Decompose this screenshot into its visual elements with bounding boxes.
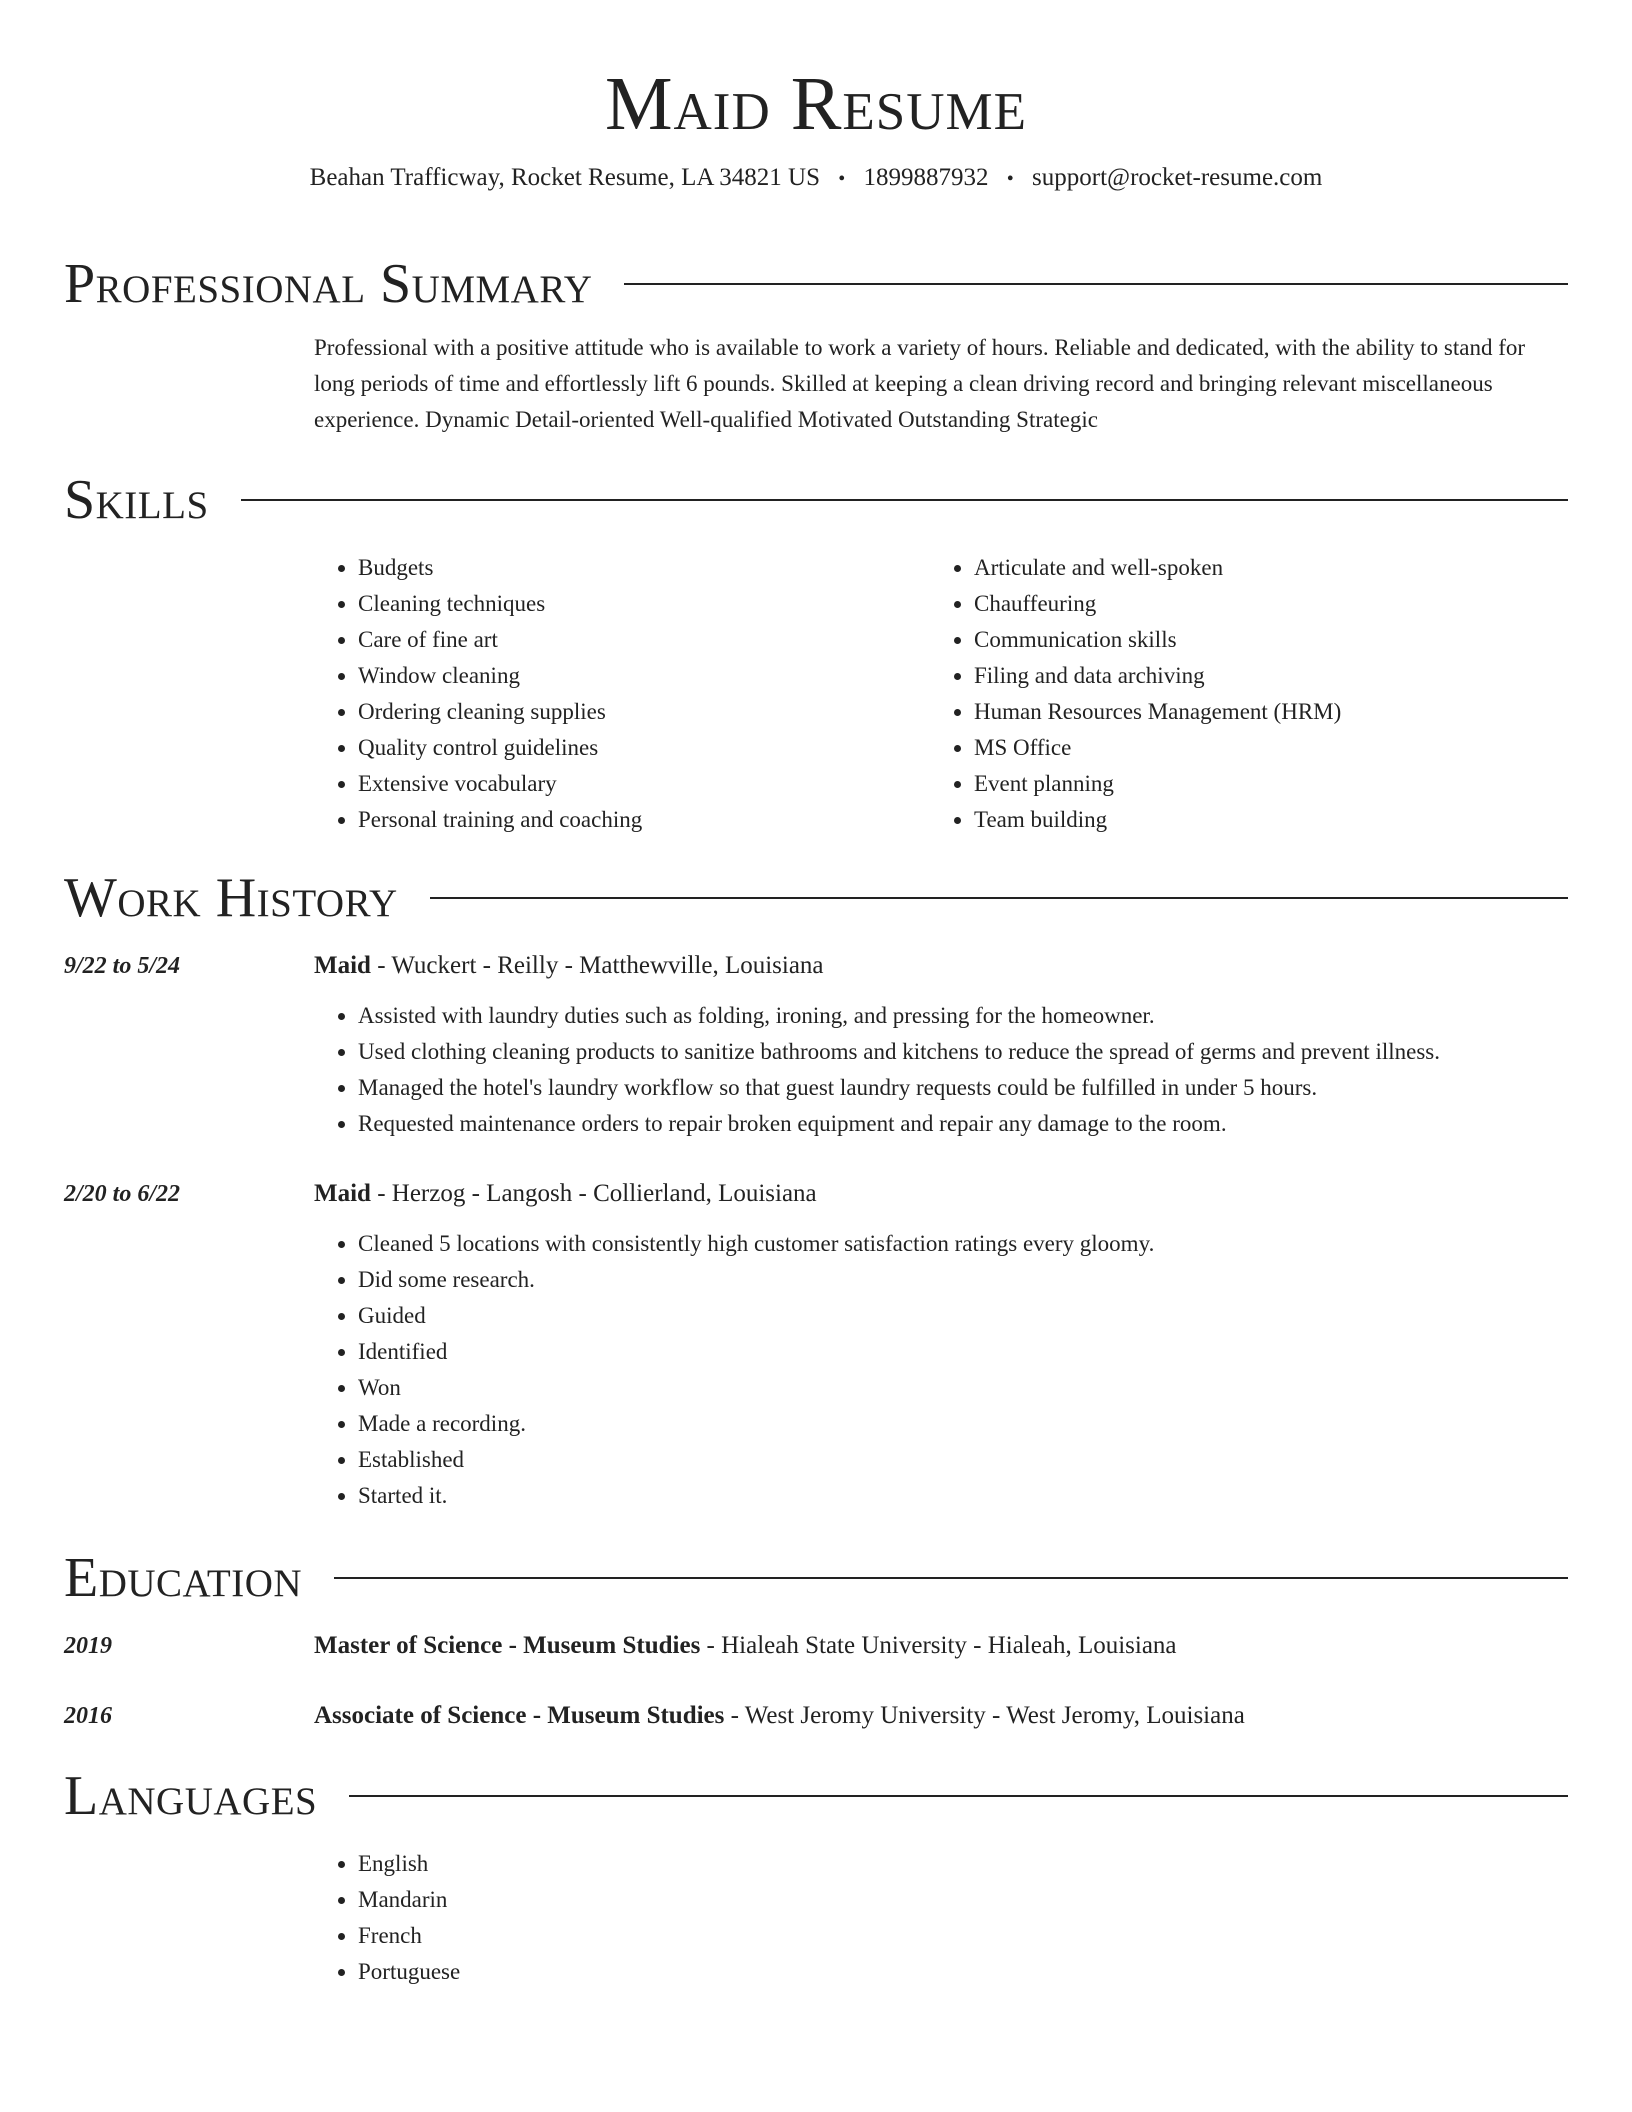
skills-section [64,468,1568,838]
list-item: • Window cleaning [358,658,930,694]
education-year: 2016 [64,1703,112,1729]
section-title: Work History [64,867,398,929]
education-body [314,1698,1568,1734]
list-item: • Budgets [358,550,930,586]
job-details: - Wuckert - Reilly - Matthewville, Louisiana [370,952,824,979]
section-divider [241,499,1568,501]
list-item: • Personal training and coaching [358,802,930,838]
skills-list [314,550,930,838]
list-item: • Did some research. [358,1262,1568,1298]
list-item: • Ordering cleaning supplies [358,694,930,730]
list-item: • Established [358,1442,1568,1478]
skills-column-left [314,550,930,838]
list-item: • Won [358,1370,1568,1406]
education-year: 2019 [64,1633,112,1659]
list-item: • Communication skills [974,622,1546,658]
languages-body [314,1846,1568,1990]
summary-text: Professional with a positive attitude who is available to work a variety of hours. Reliable and dedicated, with the ability to stand for long periods of time and effortlessly lift 6 pounds. Skilled at keeping a clean driving record and bringing relevant miscellaneous experience. Dynamic Detail-oriented Well-qualified Motivated Outstanding Strategic [314,335,1526,432]
list-item: • Care of fine art [358,622,930,658]
skills-grid [314,550,1568,838]
education-entry [64,1698,1568,1734]
section-divider [349,1795,1568,1797]
education-section [64,1546,1568,1734]
section-title: Education [64,1547,303,1609]
job-heading [314,1176,1568,1212]
list-item: • Extensive vocabulary [358,766,930,802]
list-item: • Started it. [358,1478,1568,1514]
list-item: • Requested maintenance orders to repair broken equipment and repair any damage to the room. [358,1106,1568,1142]
list-item: • MS Office [974,730,1546,766]
section-divider [430,897,1568,899]
section-header [64,1546,1568,1610]
section-divider [624,283,1568,285]
contact-email: support@rocket-resume.com [1032,164,1323,191]
section-title: Professional Summary [64,253,593,315]
job-dates: 9/22 to 5/24 [64,953,181,979]
list-item: • Team building [974,802,1546,838]
list-item: • Human Resources Management (HRM) [974,694,1546,730]
languages-list [314,1846,1568,1990]
job-title: Maid [314,952,371,979]
education-details: - Hialeah State University - Hialeah, Louisiana [700,1632,1177,1659]
job-entry [64,1176,1568,1514]
list-item: • Cleaning techniques [358,586,930,622]
list-item: • Identified [358,1334,1568,1370]
job-dates: 2/20 to 6/22 [64,1181,181,1207]
contact-separator: • [1006,168,1014,190]
contact-separator: • [838,168,846,190]
section-divider [334,1577,1568,1579]
languages-section [64,1764,1568,1990]
list-item: • Event planning [974,766,1546,802]
section-header [64,468,1568,532]
section-header [64,252,1568,316]
summary-section [64,252,1568,438]
list-item: • Quality control guidelines [358,730,930,766]
job-title: Maid [314,1180,371,1207]
job-body [314,1176,1568,1514]
section-header [64,866,1568,930]
work-history-section [64,866,1568,1514]
list-item: • French [358,1918,1568,1954]
list-item: • Portuguese [358,1954,1568,1990]
education-degree: Associate of Science - Museum Studies [314,1702,725,1729]
list-item: • Articulate and well-spoken [974,550,1546,586]
job-details: - Herzog - Langosh - Collierland, Louisiana [370,1180,817,1207]
job-heading [314,948,1568,984]
resume-page [64,0,1568,1984]
list-item: • Guided [358,1298,1568,1334]
job-body [314,948,1568,1142]
resume-title: Maid Resume [604,62,1028,146]
skills-list [930,550,1546,838]
section-title: Skills [64,469,209,531]
list-item: • Chauffeuring [974,586,1546,622]
list-item: • Cleaned 5 locations with consistently high customer satisfaction ratings every gloomy. [358,1226,1568,1262]
education-heading [314,1698,1568,1734]
list-item: • English [358,1846,1568,1882]
list-item: • Mandarin [358,1882,1568,1918]
contact-phone: 1899887932 [863,164,989,191]
job-entry [64,948,1568,1142]
job-duties [314,1226,1568,1514]
education-degree: Master of Science - Museum Studies [314,1632,701,1659]
education-heading [314,1628,1568,1664]
job-duties [314,998,1568,1142]
education-body [314,1628,1568,1664]
skills-column-right [930,550,1546,838]
contact-line [64,158,1568,198]
section-header [64,1764,1568,1828]
contact-address: Beahan Trafficway, Rocket Resume, LA 34821 US [309,164,821,191]
education-entry [64,1628,1568,1664]
education-details: - West Jeromy University - West Jeromy, Louisiana [724,1702,1245,1729]
list-item: • Managed the hotel's laundry workflow so that guest laundry requests could be fulfilled in under 5 hours. [358,1070,1568,1106]
list-item: • Used clothing cleaning products to sanitize bathrooms and kitchens to reduce the spread of germs and prevent illness. [358,1034,1568,1070]
section-title: Languages [64,1765,318,1827]
list-item: • Made a recording. [358,1406,1568,1442]
list-item: • Filing and data archiving [974,658,1546,694]
list-item: • Assisted with laundry duties such as folding, ironing, and pressing for the homeowner. [358,998,1568,1034]
